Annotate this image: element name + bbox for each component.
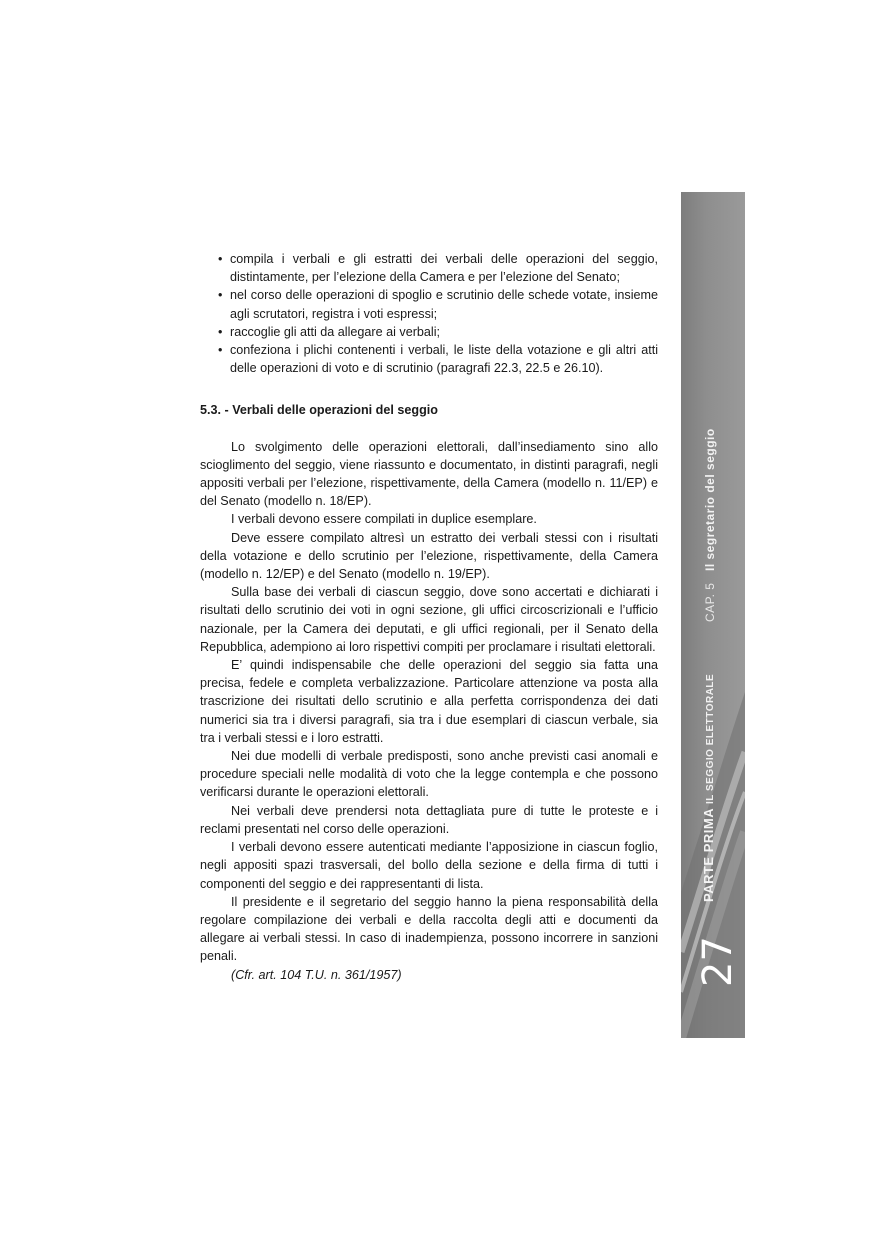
chapter-number: CAP. 5 <box>703 582 717 622</box>
list-item: • raccoglie gli atti da allegare ai verbali; <box>218 324 441 339</box>
legal-citation: (Cfr. art. 104 T.U. n. 361/1957) <box>231 967 402 982</box>
page-content <box>200 250 658 984</box>
section-body <box>200 438 658 984</box>
section-label: IL SEGGIO ELETTORALE <box>705 673 716 804</box>
paragraph: Lo svolgimento delle operazioni elettorali, dall’insediamento sino allo scioglimento del seggio, viene riassunto e documentato, in distinti paragrafi, negli appositi verbali per l’elezione, rispettivamente, della Camera (modello n. 11/EP) e del Senato (modello n. 18/EP). <box>200 439 658 509</box>
list-item: • compila i verbali e gli estratti dei verbali delle operazioni del seggio, distintamente, per l’elezione della Camera e per l’elezione del Senato; <box>218 252 658 285</box>
paragraph: I verbali devono essere compilati in duplice esemplare. <box>231 512 537 527</box>
list-item: • confeziona i plichi contenenti i verbali, le liste della votazione e gli altri atti delle operazioni di voto e di scrutinio (paragrafi 22.3, 22.5 e 26.10). <box>218 343 658 376</box>
duties-list <box>200 250 658 377</box>
part-label: PARTE PRIMA <box>701 807 716 902</box>
paragraph: I verbali devono essere autenticati mediante l’apposizione in ciascun foglio, negli appositi spazi trasversali, del bollo della sezione e della firma di tutti i componenti del seggio e dei rappresentanti di lista. <box>200 840 658 891</box>
paragraph: Sulla base dei verbali di ciascun seggio, dove sono accertati e dichiarati i risultati dello scrutinio dei voti in ogni sezione, gli uffici circoscrizionali e l’ufficio nazionale, per la Camera dei deputati, e gli uffici regionali, per il Senato della Repubblica, adempiono ai loro rispettivi compiti per proclamare i risultati elettorali. <box>200 585 658 654</box>
paragraph: Nei due modelli di verbale predisposti, sono anche previsti casi anomali e procedure speciali nelle modalità di voto che la legge contempla e che possono verificarsi durante le operazioni elettorali. <box>200 749 658 800</box>
chapter-sidebar <box>681 192 745 1038</box>
chapter-title: Il segretario del seggio <box>703 428 717 572</box>
paragraph: Nei verbali deve prendersi nota dettagliata pure di tutte le proteste e i reclami presentati nel corso delle operazioni. <box>200 803 658 836</box>
chapter-label <box>703 428 717 622</box>
paragraph: E’ quindi indispensabile che delle operazioni del seggio sia fatta una precisa, fedele e completa verbalizzazione. Particolare attenzione va posta alla trascrizione dei risultati dello scrutinio e alla perfetta corrispondenza dei dati numerici sia tra i diversi paragrafi, sia tra i due esemplari di ciascun verbale, sia tra i verbali stessi e i loro estratti. <box>200 658 658 745</box>
paragraph: Deve essere compilato altresì un estratto dei verbali stessi con i risultati della votazione e dello scrutinio per l’elezione, rispettivamente, della Camera (modello n. 12/EP) e del Senato (modello n. 19/EP). <box>200 530 658 582</box>
section-heading: 5.3. - Verbali delle operazioni del seggio <box>200 403 438 418</box>
list-item: • nel corso delle operazioni di spoglio e scrutinio delle schede votate, insieme agli scrutatori, registra i voti espressi; <box>218 288 658 321</box>
paragraph: Il presidente e il segretario del seggio hanno la piena responsabilità della regolare compilazione dei verbali e della raccolta degli atti e documenti da allegare ai verbali stessi. In caso di inadempienza, possono incorrere in sanzioni penali. <box>200 894 658 964</box>
page-number: 27 <box>695 936 741 987</box>
